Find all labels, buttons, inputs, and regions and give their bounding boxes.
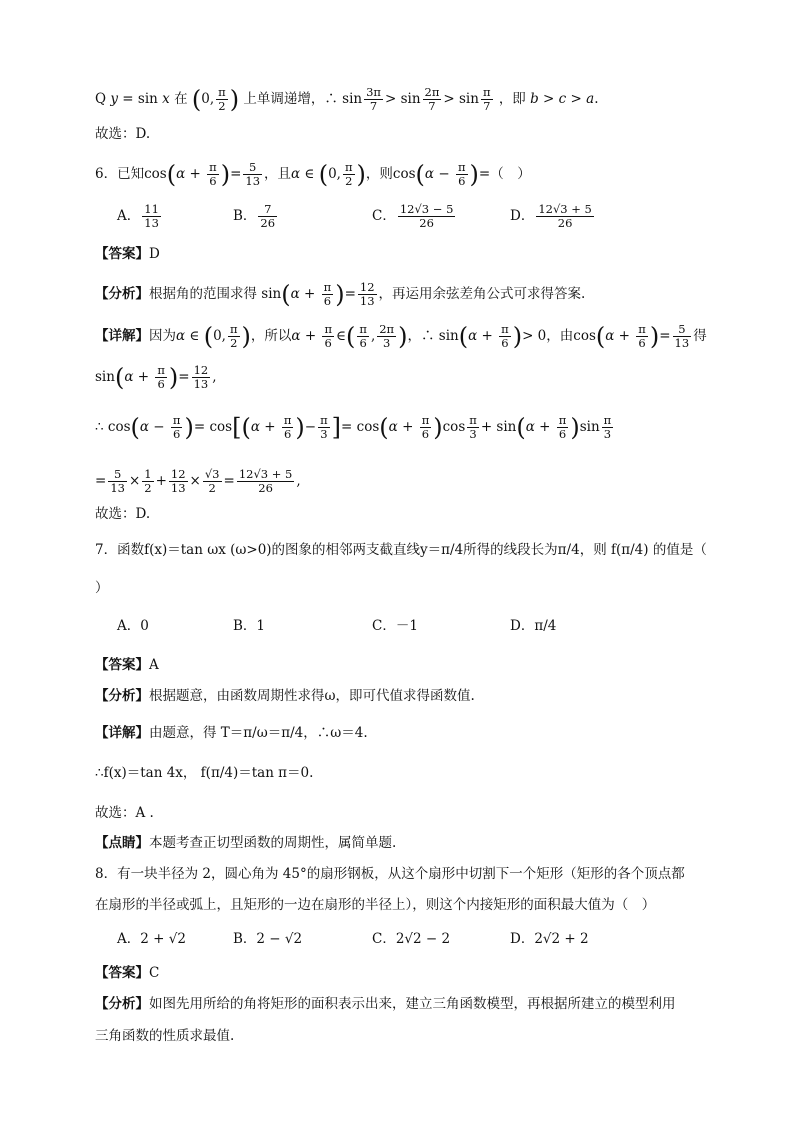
q8-answer — [95, 962, 159, 984]
option-num: 12√3 − 5 — [399, 202, 454, 216]
q6-choice: 故选：D. — [95, 506, 151, 522]
option-label: B． — [233, 208, 257, 224]
q7-analysis — [95, 685, 475, 707]
q6-stem-prefix: 6．已知 — [95, 166, 145, 182]
q6-detail-2: sin(α + $\frac{\pi}{6}$ )= $\frac{12}{13}$ , — [95, 363, 217, 392]
q7-option-d — [510, 615, 556, 637]
option-value: 1 — [256, 618, 266, 634]
q6-option-b — [233, 203, 279, 230]
option-label: C． — [372, 208, 396, 224]
q6-stem: 6．已知cos(α + $\frac{\pi}{6}$ )= $\frac{5}{13}$ ，且α ∈ (0, $\frac{\pi}{2}$ )，则cos(α − $\frac{\pi}{6}$ )=（ ） — [95, 160, 531, 189]
option-label: C． — [372, 618, 396, 634]
answer-value: C — [149, 965, 160, 981]
option-label: A． — [117, 618, 141, 634]
answer-tag: 【答案】 — [95, 246, 149, 262]
option-label: D． — [510, 208, 535, 224]
q5-reason-line: Q y = sin x 在 (0, $\frac{\pi}{2}$ ) 上单调递增，∴ sin $\frac{3\pi}{7}$ > sin $\frac{2\pi}{7}$ > sin $\frac{\pi}{7}$ ，即 b > c > a. — [95, 85, 599, 114]
option-den: 26 — [557, 216, 573, 230]
q6-answer — [95, 243, 160, 265]
q8-stem-1: 8．有一块半径为 2，圆心角为 45°的扇形钢板，从这个扇形中切割下一个矩形（矩形的各个顶点都 — [95, 866, 685, 882]
analysis-pre: 根据角的范围求得 — [149, 286, 257, 302]
option-value: 2√2 + 2 — [534, 931, 589, 947]
analysis-tag: 【分析】 — [95, 286, 149, 302]
q6-analysis: 【分析】根据角的范围求得 sin(α + $\frac{\pi}{6}$ )= $\frac{12}{13}$ ，再运用余弦差角公式可求得答案. — [95, 280, 586, 309]
detail-tag: 【详解】 — [95, 328, 149, 344]
detail-text-1: 因为 — [149, 328, 176, 344]
q6-stem-mid1: ，且 — [264, 166, 292, 182]
q6-stem-end: =（ ） — [478, 166, 531, 182]
option-num: 7 — [258, 203, 277, 217]
q8-analysis-1 — [95, 993, 676, 1015]
q6-option-d — [510, 203, 596, 230]
detail-text-5: 得 — [693, 328, 707, 344]
option-label: B． — [233, 931, 257, 947]
analysis-tag: 【分析】 — [95, 996, 149, 1012]
option-value: π/4 — [534, 618, 557, 634]
comment-text: 本题考查正切型函数的周期性，属简单题. — [149, 835, 397, 851]
q7-option-a — [117, 615, 149, 637]
q7-detail-2: ∴f(x)＝tan 4x， f(π/4)＝tan π＝0. — [95, 765, 314, 781]
q7-stem-cont: ） — [95, 580, 109, 596]
q6-detail-4: = $\frac{5}{13}$ × $\frac{1}{2}$ + $\frac{12}{13}$ × $\frac{√3}{2}$ = $\frac{12√3 + 5}{26}$ , — [95, 467, 301, 495]
q6-detail-1: 【详解】因为α ∈ (0, $\frac{\pi}{2}$ )，所以α + $\frac{\pi}{6}$ ∈( $\frac{\pi}{6}$ , $\frac{2\pi}{3}$ )，∴ sin(α + $\frac{\pi}{6}$ )> 0，由cos(α + $\frac{\pi}{6}$ )= $\frac{5}{13}$ 得 — [95, 322, 707, 351]
option-label: D． — [510, 618, 535, 634]
q7-answer — [95, 654, 159, 676]
answer-value: D — [149, 246, 160, 262]
detail-tag: 【详解】 — [95, 725, 149, 741]
analysis-tag: 【分析】 — [95, 688, 149, 704]
analysis-text: 根据题意，由函数周期性求得ω，即可代值求得函数值. — [149, 688, 475, 704]
q6-option-a — [117, 203, 163, 230]
option-value: 2 − √2 — [256, 931, 303, 947]
option-label: D． — [510, 931, 535, 947]
option-label: A． — [117, 208, 141, 224]
q8-option-a — [117, 928, 186, 950]
q6-detail-3: ∴ cos(α − $\frac{\pi}{6}$ )= cos[(α + $\frac{\pi}{6}$ )− $\frac{\pi}{3}$ ]= cos(α + $\frac{\pi}{6}$ )cos $\frac{\pi}{3}$ + sin(α + $\frac{\pi}{6}$ )sin $\frac{\pi}{3}$ — [95, 413, 612, 442]
q8-option-b — [233, 928, 302, 950]
option-label: B． — [233, 618, 257, 634]
detail-text-3: ，∴ — [407, 328, 435, 344]
q8-option-c — [372, 928, 450, 950]
q6-option-c — [372, 203, 457, 230]
option-num: 11 — [144, 202, 159, 216]
q7-option-b — [233, 615, 265, 637]
q7-comment — [95, 832, 396, 854]
option-den: 26 — [260, 216, 276, 230]
q6-stem-mid2: ，则 — [365, 166, 393, 182]
answer-tag: 【答案】 — [95, 657, 149, 673]
option-label: C． — [372, 931, 396, 947]
comment-tag: 【点睛】 — [95, 835, 149, 851]
option-num: 12√3 + 5 — [538, 202, 592, 216]
q5-choice: 故选：D. — [95, 126, 151, 142]
q7-stem: 7．函数f(x)＝tan ωx (ω>0)的图象的相邻两支截直线y＝π/4所得的线段长为π/4，则 f(π/4) 的值是（ — [95, 542, 707, 558]
q8-stem-2: 在扇形的半径或弧上，且矩形的一边在扇形的半径上），则这个内接矩形的面积最大值为（ ） — [95, 897, 656, 913]
q7-choice: 故选：A . — [95, 805, 154, 821]
option-value: 2√2 − 2 — [395, 931, 451, 947]
analysis-post: ，再运用余弦差角公式可求得答案. — [378, 286, 586, 302]
q5-text-1: 在 — [174, 91, 188, 107]
option-den: 26 — [419, 216, 434, 230]
q7-detail-1 — [95, 722, 368, 744]
option-value: 0 — [140, 618, 149, 634]
answer-value: A — [149, 657, 159, 673]
q7-option-c — [372, 615, 418, 637]
detail-text-2: ，所以 — [250, 328, 292, 344]
analysis-text-1: 如图先用所给的角将矩形的面积表示出来，建立三角函数模型，再根据所建立的模型利用 — [149, 996, 676, 1012]
q8-option-d — [510, 928, 589, 950]
option-den: 13 — [144, 216, 159, 230]
q5-text-3: ，即 — [498, 91, 526, 107]
detail-text-1: 由题意，得 T＝π/ω＝π/4，∴ω＝4. — [149, 725, 368, 741]
option-label: A． — [117, 931, 141, 947]
answer-tag: 【答案】 — [95, 965, 149, 981]
q8-analysis-2: 三角函数的性质求最值. — [95, 1028, 235, 1044]
therefore-symbol: Q — [95, 91, 107, 107]
option-value: －1 — [395, 618, 418, 634]
detail-text-4: ，由 — [546, 328, 574, 344]
option-value: 2 + √2 — [140, 931, 186, 947]
q5-text-2: 上单调递增，∴ — [243, 91, 338, 107]
